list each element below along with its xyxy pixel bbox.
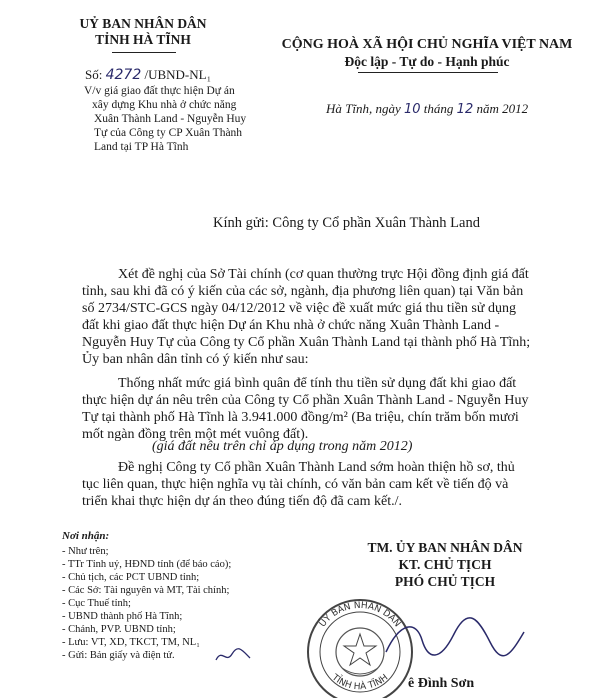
recipients-list [62,530,282,662]
body-line: Đề nghị Công ty Cổ phần Xuân Thành Land sớm hoàn thiện hồ sơ, thủ [118,460,515,475]
date-place: Hà Tĩnh, ngày [326,101,401,116]
initials-mark [214,646,254,666]
body-line: đất khi giao đất thực hiện Dự án Khu nhà ở chức năng Xuân Thành Land - [82,318,500,333]
body-line: triển khai thực hiện dự án theo đúng tiến độ đã cam kết./. [82,494,402,509]
recipient-item: - Chủ tịch, các PCT UBND tỉnh; [62,572,200,583]
signature-line2: KT. CHỦ TỊCH [398,557,492,572]
body-paragraph-1 [82,266,594,368]
price-validity-note: (giá đất nêu trên chỉ áp dụng trong năm 2012) [152,439,413,454]
number-suffix: /UBND-NL₁ [144,67,212,82]
date-day: 10 [404,102,421,117]
national-title [262,36,592,70]
body-line: số 2734/STC-GCS ngày 04/12/2012 về việc đề xuất mức giá thu tiền sử dụng [82,301,516,316]
subject-line: Xuân Thành Land - Nguyễn Huy [94,113,247,125]
recipient-item: - Gửi: Bản giấy và điện tử. [62,650,175,661]
org-name [58,16,228,48]
body-line: Ủy ban nhân dân tỉnh có ý kiến như sau: [82,352,309,367]
date-month-label: tháng [423,101,454,116]
recipient-item: - UBND thành phố Hà Tĩnh; [62,611,183,622]
org-line1: UỶ BAN NHÂN DÂN [79,16,207,31]
body-line: Thống nhất mức giá bình quân để tính thu tiền sử dụng đất khi giao đất [118,376,517,391]
document-number [85,67,211,83]
number-prefix: Số: [85,67,103,82]
recipient-line: Kính gửi: Công ty Cổ phần Xuân Thành Land [213,215,480,231]
subject-line: Land tại TP Hà Tĩnh [94,141,189,153]
seal-text-top: ỦY BAN NHÂN DÂN [317,600,403,630]
subject-line: xây dựng Khu nhà ở chức năng [92,99,237,111]
org-underline [112,52,176,53]
national-motto: Độc lập - Tự do - Hạnh phúc [344,54,510,69]
document-date [326,101,528,117]
signature-line3: PHÓ CHỦ TỊCH [394,574,496,589]
body-line: Nguyễn Huy Tự của Công ty Cổ phần Xuân Thành Land tại thành phố Hà Tĩnh; [82,335,531,350]
signature-line1: TM. ỦY BAN NHÂN DÂN [367,540,523,555]
recipient-item: - Chánh, PVP. UBND tỉnh; [62,624,176,635]
body-line: thực hiện dự án nêu trên của Công ty Cổ phần Xuân Thành Land - Nguyễn Huy [82,393,529,408]
signer-name: ê Đình Sơn [408,676,475,691]
recipient-item: - Lưu: VT, XD, TKCT, TM, NL₁ [62,637,200,648]
subject-line: Tự của Công ty CP Xuân Thành [94,127,243,139]
date-month: 12 [456,102,474,117]
body-line: tỉnh, sau khi đã có ý kiến của các sở, ngành, địa phương liên quan) tại Văn bản [82,284,524,299]
body-line: Tự tại thành phố Hà Tĩnh là 3.941.000 đồng/m² (Ba triệu, chín trăm bốn mươi [82,410,519,425]
number-value: 4272 [105,67,142,83]
org-line2: TỈNH HÀ TĨNH [95,32,191,47]
recipient-item: - Các Sở: Tài nguyên và MT, Tài chính; [62,585,230,596]
body-paragraph-3 [82,459,594,510]
body-paragraph-2 [82,375,594,443]
motto-underline [358,72,498,73]
subject-line: V/v giá giao đất thực hiện Dự án [84,85,235,97]
recipient-item: - TTr Tỉnh uỷ, HĐND tỉnh (để báo cáo); [62,559,232,570]
signature-titles [320,539,570,590]
body-line: mốt ngàn đồng trên một mét vuông đất). [82,427,309,442]
recipient-item: - Cục Thuế tỉnh; [62,598,131,609]
body-line: Xét đề nghị của Sở Tài chính (cơ quan thường trực Hội đồng định giá đất [118,267,529,282]
recipient-item: - Như trên; [62,546,109,557]
document-subject [84,84,284,154]
nation-name: CỘNG HOÀ XÃ HỘI CHỦ NGHĨA VIỆT NAM [281,37,573,52]
body-line: tục liên quan, thực hiện nghĩa vụ tài chính, có văn bản cam kết về tiến độ và [82,477,509,492]
seal-text-bottom: TỈNH HÀ TĨNH [329,672,391,693]
recipients-title: Nơi nhận: [62,530,110,542]
handwritten-signature [380,612,530,672]
date-year: năm 2012 [476,101,529,116]
